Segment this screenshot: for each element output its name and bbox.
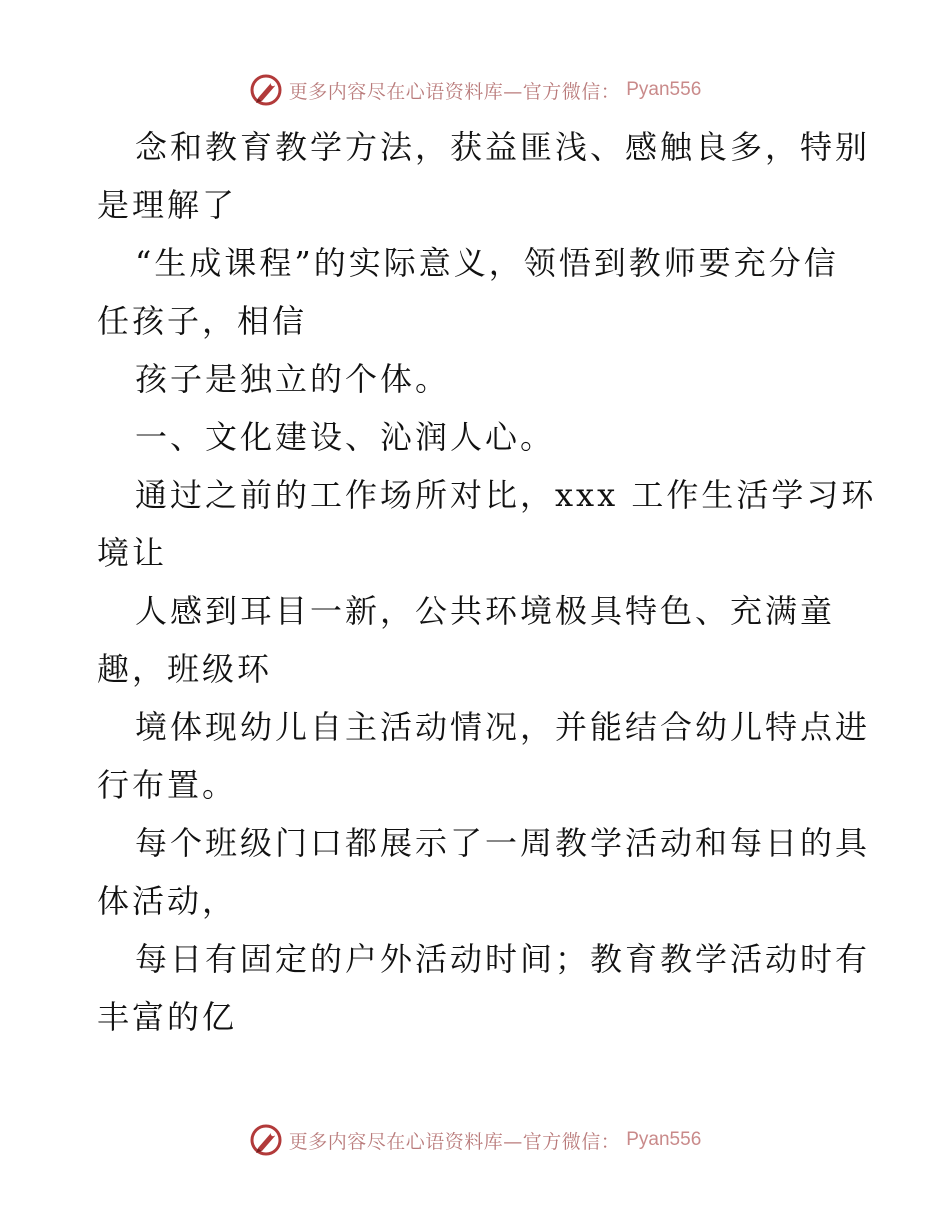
paragraph-line: 孩子是独立的个体。 — [135, 360, 451, 398]
paragraph-line: 每日有固定的户外活动时间；教育教学活动时有 — [135, 940, 871, 978]
paragraph-line: 通过之前的工作场所对比，xxx 工作生活学习环 — [135, 476, 877, 514]
watermark-text: 更多内容尽在心语资料库—官方微信： — [288, 80, 621, 103]
paragraph-line: 体活动， — [97, 882, 238, 920]
footer-watermark — [0, 1120, 950, 1160]
pen-logo-icon — [249, 73, 283, 107]
paragraph-line: 趣，班级环 — [97, 650, 273, 688]
paragraph-line: 丰富的亿 — [97, 998, 238, 1036]
paragraph-line: 念和教育教学方法，获益匪浅、感触良多，特别 — [135, 128, 871, 166]
paragraph-line: 人感到耳目一新，公共环境极具特色、充满童 — [135, 592, 836, 630]
watermark-text: 更多内容尽在心语资料库—官方微信： — [288, 1130, 621, 1153]
watermark-wechat-id: Pyan556 — [626, 1129, 702, 1150]
pen-logo-icon — [249, 1123, 283, 1157]
paragraph-line: 任孩子，相信 — [97, 302, 308, 340]
header-watermark — [0, 70, 950, 110]
paragraph-line: 境让 — [97, 534, 168, 572]
section-heading: 一、文化建设、沁润人心。 — [135, 418, 556, 456]
paragraph-line: “生成课程”的实际意义，领悟到教师要充分信 — [135, 244, 839, 282]
document-body — [97, 118, 877, 1046]
paragraph-line: 行布置。 — [97, 766, 238, 804]
paragraph-line: 境体现幼儿自主活动情况，并能结合幼儿特点进 — [135, 708, 871, 746]
watermark-wechat-id: Pyan556 — [626, 79, 702, 100]
paragraph-line: 是理解了 — [97, 186, 238, 224]
paragraph-line: 每个班级门口都展示了一周教学活动和每日的具 — [135, 824, 871, 862]
